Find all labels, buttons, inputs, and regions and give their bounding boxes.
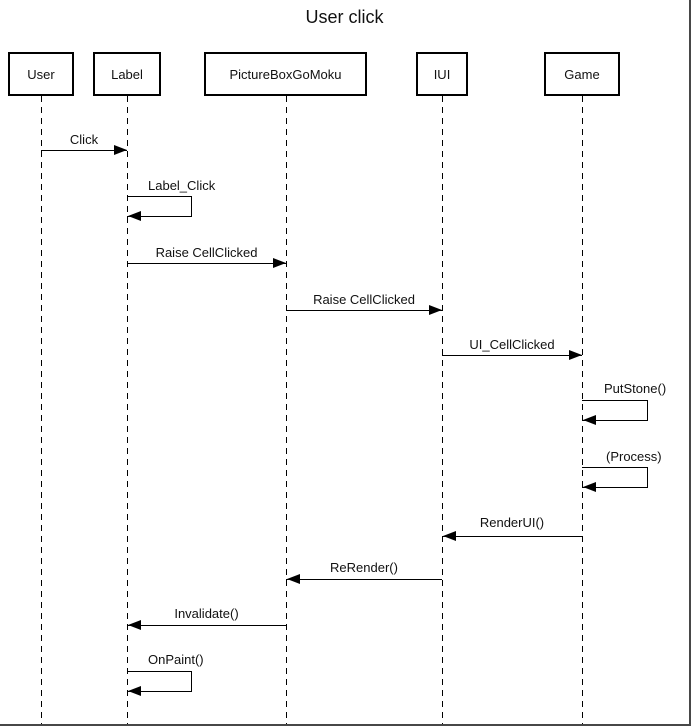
message-line-ui-cellclicked <box>442 355 582 356</box>
message-label-invalidate: Invalidate() <box>174 606 239 621</box>
selfcall-top-onpaint <box>127 671 192 672</box>
message-label-onpaint: OnPaint() <box>148 652 204 667</box>
selfcall-top-label-click <box>127 196 192 197</box>
actor-label-pictureboxgomoku: PictureBoxGoMoku <box>229 66 342 82</box>
actor-box-pictureboxgomoku <box>204 52 367 96</box>
selfcall-side-putstone <box>647 400 648 420</box>
actor-label-game: Game <box>564 66 600 82</box>
selfcall-top-process <box>582 467 648 468</box>
lifeline-user <box>41 96 42 724</box>
selfcall-side-process <box>647 467 648 487</box>
arrowhead-putstone <box>583 415 596 425</box>
actor-label-iui: IUI <box>433 66 451 82</box>
message-label-putstone: PutStone() <box>604 381 667 396</box>
message-label-click: Click <box>69 132 99 147</box>
actor-label-user: User <box>27 66 55 82</box>
actor-box-iui <box>416 52 468 96</box>
selfcall-top-putstone <box>582 400 648 401</box>
message-label-rerender: ReRender() <box>330 560 398 575</box>
message-label-raise-cellclicked-2: Raise CellClicked <box>313 292 415 307</box>
message-label-label-click: Label_Click <box>148 178 216 193</box>
actor-box-game <box>544 52 620 96</box>
actor-box-user <box>8 52 74 96</box>
arrowhead-ui-cellclicked <box>569 350 582 360</box>
diagram-title: User click <box>305 7 384 27</box>
message-line-invalidate <box>127 625 286 626</box>
lifeline-game <box>582 96 583 724</box>
arrowhead-raise-cellclicked-1 <box>273 258 286 268</box>
arrowhead-raise-cellclicked-2 <box>429 305 442 315</box>
message-line-raise-cellclicked-2 <box>286 310 442 311</box>
arrowhead-onpaint <box>128 686 141 696</box>
message-label-renderui: RenderUI() <box>479 515 545 530</box>
actor-label-label: Label <box>111 66 143 82</box>
message-line-renderui <box>442 536 582 537</box>
arrowhead-process <box>583 482 596 492</box>
arrowhead-renderui <box>443 531 456 541</box>
selfcall-side-label-click <box>191 196 192 216</box>
message-label-process: (Process) <box>606 449 662 464</box>
message-line-rerender <box>286 579 442 580</box>
arrowhead-rerender <box>287 574 300 584</box>
message-line-raise-cellclicked-1 <box>127 263 286 264</box>
message-label-raise-cellclicked-1: Raise CellClicked <box>155 245 258 260</box>
selfcall-side-onpaint <box>191 671 192 691</box>
arrowhead-label-click <box>128 211 141 221</box>
message-label-ui-cellclicked: UI_CellClicked <box>469 337 555 352</box>
lifeline-iui <box>442 96 443 724</box>
actor-box-label <box>93 52 161 96</box>
arrowhead-invalidate <box>128 620 141 630</box>
arrowhead-click <box>114 145 127 155</box>
lifeline-pictureboxgomoku <box>286 96 287 724</box>
